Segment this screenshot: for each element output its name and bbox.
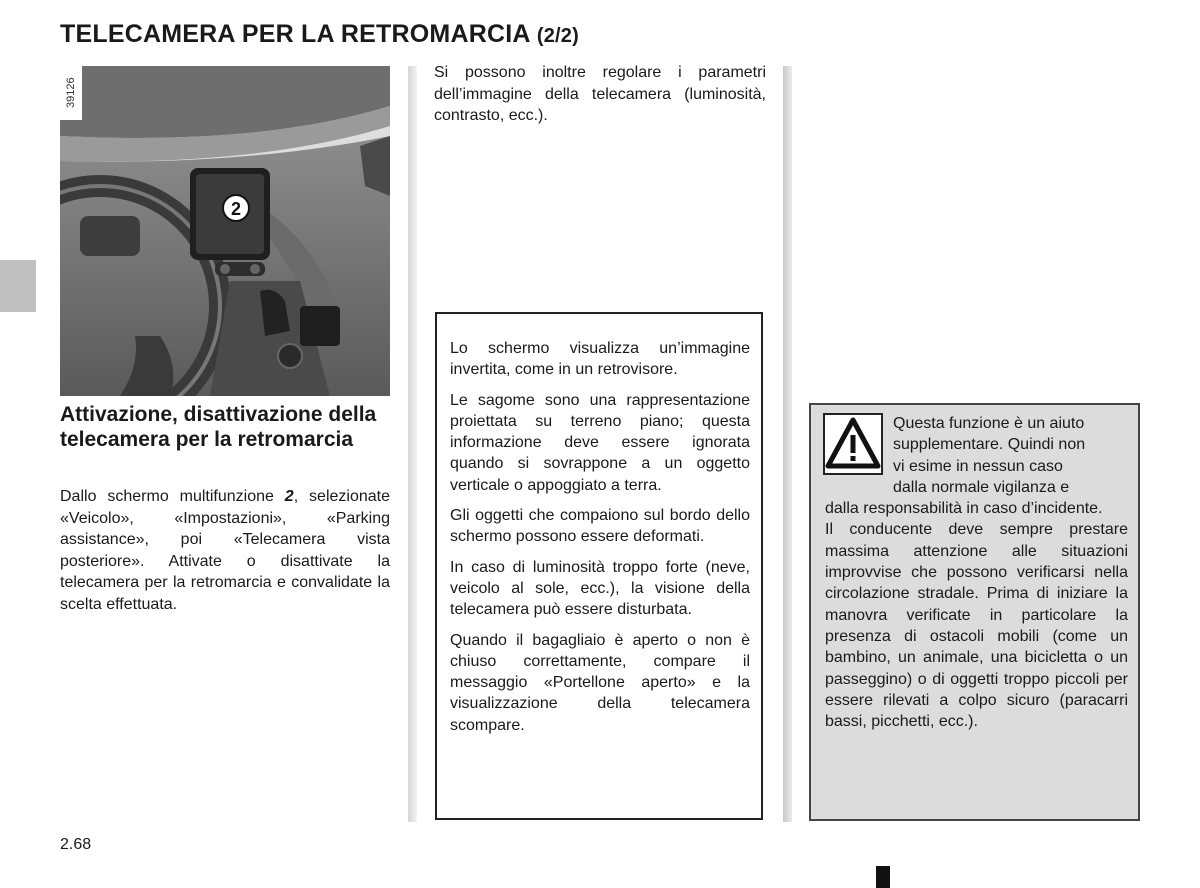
warning-lead-line: Questa funzione è un aiuto	[893, 415, 1085, 432]
dashboard-illustration	[60, 66, 390, 396]
section-body-pre: Dallo schermo multifunzione	[60, 488, 285, 505]
page-number: 2.68	[60, 836, 92, 853]
section-heading: Attivazione, disattivazione della telecamera per la retromarcia	[60, 403, 377, 451]
warning-lead-line: vi esime in nessun caso	[893, 457, 1063, 475]
warning-lead-rest: dalla responsabilità in caso d’incidente.	[825, 500, 1103, 518]
warning-box	[809, 403, 1140, 821]
figure-id: 39126	[60, 66, 82, 120]
note-box	[435, 312, 763, 820]
section-body-post: , selezionate «Veicolo», «Impostazioni», «Parking assistance», poi «Telecamera vista posteriore». Attivate o disattivate la telecamera per la retromarcia e convalidate la scelta effettuata.	[60, 488, 390, 613]
page-title-main: TELECAMERA PER LA RETROMARCIA	[60, 20, 530, 48]
warning-lead	[825, 413, 1128, 498]
dashboard-photo	[60, 66, 390, 396]
chapter-tab	[0, 260, 36, 312]
thumb-index-mark	[876, 866, 890, 888]
column-divider-left	[408, 66, 417, 822]
page-title	[60, 20, 579, 49]
column2-intro: Si possono inoltre regolare i parametri dell’immagine della telecamera (luminosità, contrasto, ecc.).	[434, 64, 766, 124]
note-paragraph: Lo schermo visualizza un’immagine invertita, come in un retrovisore.	[450, 340, 750, 379]
note-paragraph: Le sagome sono una rappresentazione proiettata su terreno piano; questa informazione deve essere ignorata quando si sovrappone a un oggetto verticale o appoggiato a terra.	[450, 391, 750, 494]
page-title-part: (2/2)	[536, 25, 579, 47]
section-body-ref: 2	[284, 488, 294, 505]
warning-lead-line: supplementare. Quindi non	[893, 436, 1086, 454]
figure-callout: 2	[230, 199, 242, 219]
warning-lead-line: dalla normale vigilanza e	[893, 478, 1070, 496]
note-paragraph: Quando il bagagliaio è aperto o non è chiuso correttamente, compare il messaggio «Portellone aperto» e la visualizzazione della telecamera scompare.	[450, 631, 750, 734]
note-paragraph: Gli oggetti che compaiono sul bordo dello schermo possono essere deformati.	[450, 507, 750, 546]
column-divider-right	[783, 66, 792, 822]
warning-second: Il conducente deve sempre prestare massima attenzione alle situazioni improvvise che possono verificarsi nella circolazione stradale. Prima di iniziare la manovra verificate in particolare la presenza di ostacoli mobili (come un bambino, un animale, una bicicletta o un passeggino) o di oggetti troppo piccoli per essere rilevati a colpo sicuro (paracarri bassi, picchetti, ecc.).	[825, 521, 1128, 731]
note-paragraph: In caso di luminosità troppo forte (neve, veicolo al sole, ecc.), la visione della telecamera può essere disturbata.	[450, 558, 750, 619]
section-body	[60, 486, 390, 615]
